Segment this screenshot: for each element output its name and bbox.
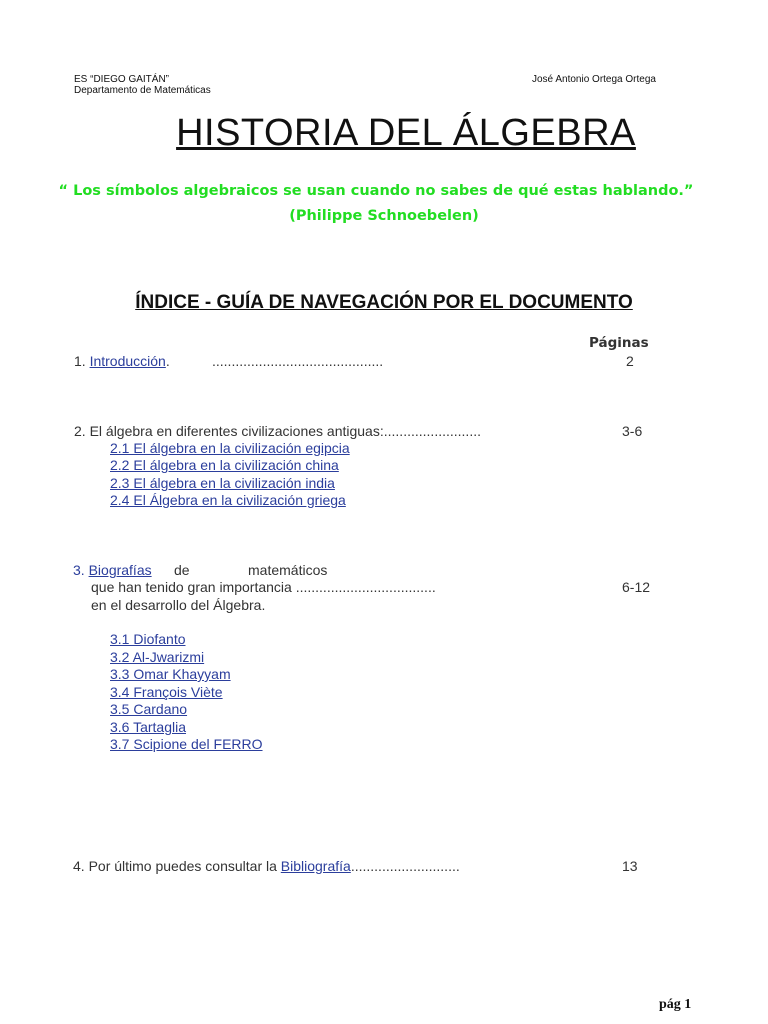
toc-link-cardano[interactable]: 3.5 Cardano — [110, 701, 188, 717]
toc-entry-civilizaciones — [74, 423, 481, 439]
toc-entry-suffix: . — [165, 353, 170, 369]
toc-link-francois-viete[interactable]: 3.4 François Viète — [110, 684, 223, 700]
toc-link-scipione-del-ferro[interactable]: 3.7 Scipione del FERRO — [110, 736, 263, 752]
toc-link-china[interactable]: 2.2 El álgebra en la civilización china — [110, 457, 339, 473]
toc-entry-text: 2. El álgebra en diferentes civilizaciones antiguas: — [74, 423, 384, 439]
toc-entry-biografias — [73, 562, 152, 578]
school-name: ES “DIEGO GAITÁN” — [74, 74, 170, 85]
quote-attribution: (Philippe Schnoebelen) — [289, 208, 479, 224]
pages-column-label: Páginas — [589, 335, 649, 351]
toc-entry-line3: en el desarrollo del Álgebra. — [91, 597, 266, 613]
toc-leader-dots: ......................... — [383, 423, 481, 439]
toc-leader-dots: ............................ — [350, 858, 460, 874]
toc-word-matematicos: matemáticos — [248, 562, 328, 578]
biografias-link[interactable]: Biografías — [88, 562, 152, 578]
introduccion-link[interactable]: Introducción — [89, 353, 166, 369]
toc-entry-line2 — [91, 579, 436, 595]
toc-link-india[interactable]: 2.3 El álgebra en la civilización india — [110, 475, 335, 491]
page-number-biografias: 6-12 — [622, 579, 651, 595]
document-title: HISTORIA DEL ÁLGEBRA — [176, 112, 636, 154]
page-number-introduccion: 2 — [626, 353, 634, 369]
toc-link-tartaglia[interactable]: 3.6 Tartaglia — [110, 719, 187, 735]
toc-entry-introduccion — [74, 353, 170, 369]
toc-leader-dots: .................................... — [291, 579, 436, 595]
toc-leader-dots: ............................................ — [212, 353, 384, 369]
toc-entry-prefix: 1. — [74, 353, 90, 369]
toc-link-diofanto[interactable]: 3.1 Diofanto — [110, 631, 186, 647]
page-footer-number: pág 1 — [659, 997, 692, 1012]
toc-word-de: de — [174, 562, 190, 578]
toc-link-omar-khayyam[interactable]: 3.3 Omar Khayyam — [110, 666, 231, 682]
page-number-bibliografia: 13 — [622, 858, 638, 874]
department-name: Departamento de Matemáticas — [74, 85, 211, 96]
toc-link-egipcia[interactable]: 2.1 El álgebra en la civilización egipcia — [110, 440, 350, 456]
quote-text: “ Los símbolos algebraicos se usan cuando no sabes de qué estas hablando.” — [58, 183, 694, 199]
toc-link-al-jwarizmi[interactable]: 3.2 Al-Jwarizmi — [110, 649, 205, 665]
toc-link-griega[interactable]: 2.4 El Álgebra en la civilización griega — [110, 492, 346, 508]
toc-entry-number: 3. — [73, 562, 89, 578]
bibliografia-link[interactable]: Bibliografía — [280, 858, 351, 874]
toc-entry-bibliografia — [73, 858, 460, 874]
toc-entry-text: que han tenido gran importancia — [91, 579, 292, 595]
page-number-civilizaciones: 3-6 — [622, 423, 643, 439]
author-name: José Antonio Ortega Ortega — [532, 74, 656, 85]
toc-entry-text: 4. Por último puedes consultar la — [73, 858, 281, 874]
index-title: ÍNDICE - GUÍA DE NAVEGACIÓN POR EL DOCUMENTO — [135, 292, 633, 313]
